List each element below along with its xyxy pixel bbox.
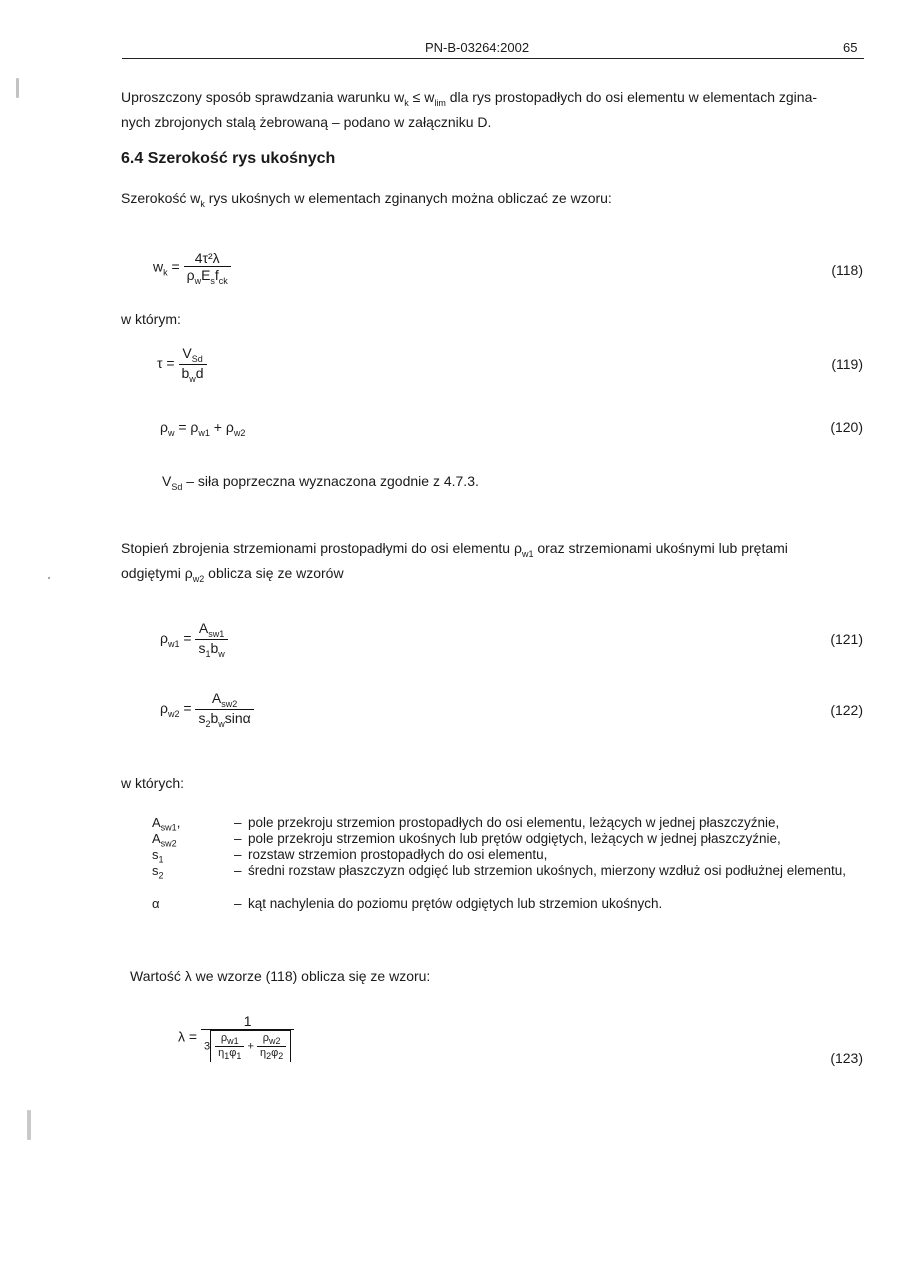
definition-symbols <box>152 815 180 912</box>
header-rule <box>122 58 864 59</box>
equation-number-120: (120) <box>830 419 863 435</box>
definition-alpha: – kąt nachylenia do poziomu prętów odgiętych lub strzemion ukośnych. <box>234 896 663 911</box>
definition-vsd: $V_{Sd}$ – siła poprzeczna wyznaczona zgodnie z 4.7.3. <box>162 473 479 492</box>
symbol-asw1: $A_{sw1}$, <box>152 815 181 833</box>
label-w-ktorym: w którym: <box>121 311 181 327</box>
page-number: 65 <box>843 40 858 55</box>
equation-number-122: (122) <box>830 702 863 718</box>
equation-120: $\rho_w = \rho_{w1} + \rho_{w2}$ <box>160 419 246 438</box>
equation-118: $w_k$ = $\frac{\text{4τ²λ}}{\rho_wE_sf_{ck}}$ <box>153 250 231 286</box>
equation-119: τ = $\frac{V_{Sd}}{b_wd}$ <box>157 345 207 384</box>
scan-artifact <box>27 1110 31 1140</box>
equation-121: $\rho_{w1}$ = $\frac{A_{sw1}}{s_1b_w}$ <box>160 620 228 659</box>
paragraph-crack-width: Szerokość $w_k$ rys ukośnych w elementach zginanych można obliczać ze wzoru: <box>121 190 612 209</box>
definition-s2: – średni rozstaw płaszczyzn odgięć lub strzemion ukośnych, mierzony wzdłuż osi podłużnej elementu, <box>234 863 847 878</box>
section-title: 6.4 Szerokość rys ukośnych <box>121 150 336 167</box>
symbol-s1: $s_1$ <box>152 847 164 865</box>
equation-123: λ = 1 3 $\frac{\rho_{w1}}{\eta_1\varphi_1}$ + $\frac{\rho_{w2}}{\eta_2\varphi_2}$ <box>178 1013 294 1062</box>
definition-asw2: – pole przekroju strzemion ukośnych lub prętów odgiętych, leżących w jednej płaszczyźnie, <box>234 831 781 846</box>
symbol-asw2: $A_{sw2}$ <box>152 831 177 849</box>
intro-paragraph: Uproszczony sposób sprawdzania warunku $w_k \le w_{lim}$ dla rys prostopadłych do osi elementu w elementach zgina- nych zbrojonych stalą żebrowaną – podano w załączniku D. <box>121 89 818 130</box>
definition-descriptions <box>234 815 866 912</box>
symbol-s2: $s_2$ <box>152 863 164 881</box>
equation-122: $\rho_{w2}$ = $\frac{A_{sw2}}{s_2b_w\sin\alpha}$ <box>160 690 254 729</box>
scan-artifact <box>16 78 19 98</box>
equation-number-123: (123) <box>830 1050 863 1066</box>
paragraph-lambda: Wartość λ we wzorze (118) oblicza się ze wzoru: <box>130 968 431 984</box>
definition-s1: – rozstaw strzemion prostopadłych do osi elementu, <box>234 847 548 862</box>
running-header: PN-B-03264:2002 <box>425 40 530 55</box>
label-w-ktorych: w których: <box>121 775 185 791</box>
definition-asw1: – pole przekroju strzemion prostopadłych do osi elementu, leżących w jednej płaszczyźnie, <box>234 815 780 830</box>
equation-number-119: (119) <box>831 356 863 372</box>
paragraph-reinforcement-ratio: Stopień zbrojenia strzemionami prostopadłymi do osi elementu $\rho_{w1}$ oraz strzemionami ukośnymi lub prętami odgiętymi $\rho_{w2}$ oblicza się ze wzorów <box>121 540 788 584</box>
symbol-alpha: α <box>152 896 160 911</box>
equation-number-118: (118) <box>831 262 863 278</box>
equation-number-121: (121) <box>830 631 863 647</box>
scan-artifact <box>48 577 50 579</box>
